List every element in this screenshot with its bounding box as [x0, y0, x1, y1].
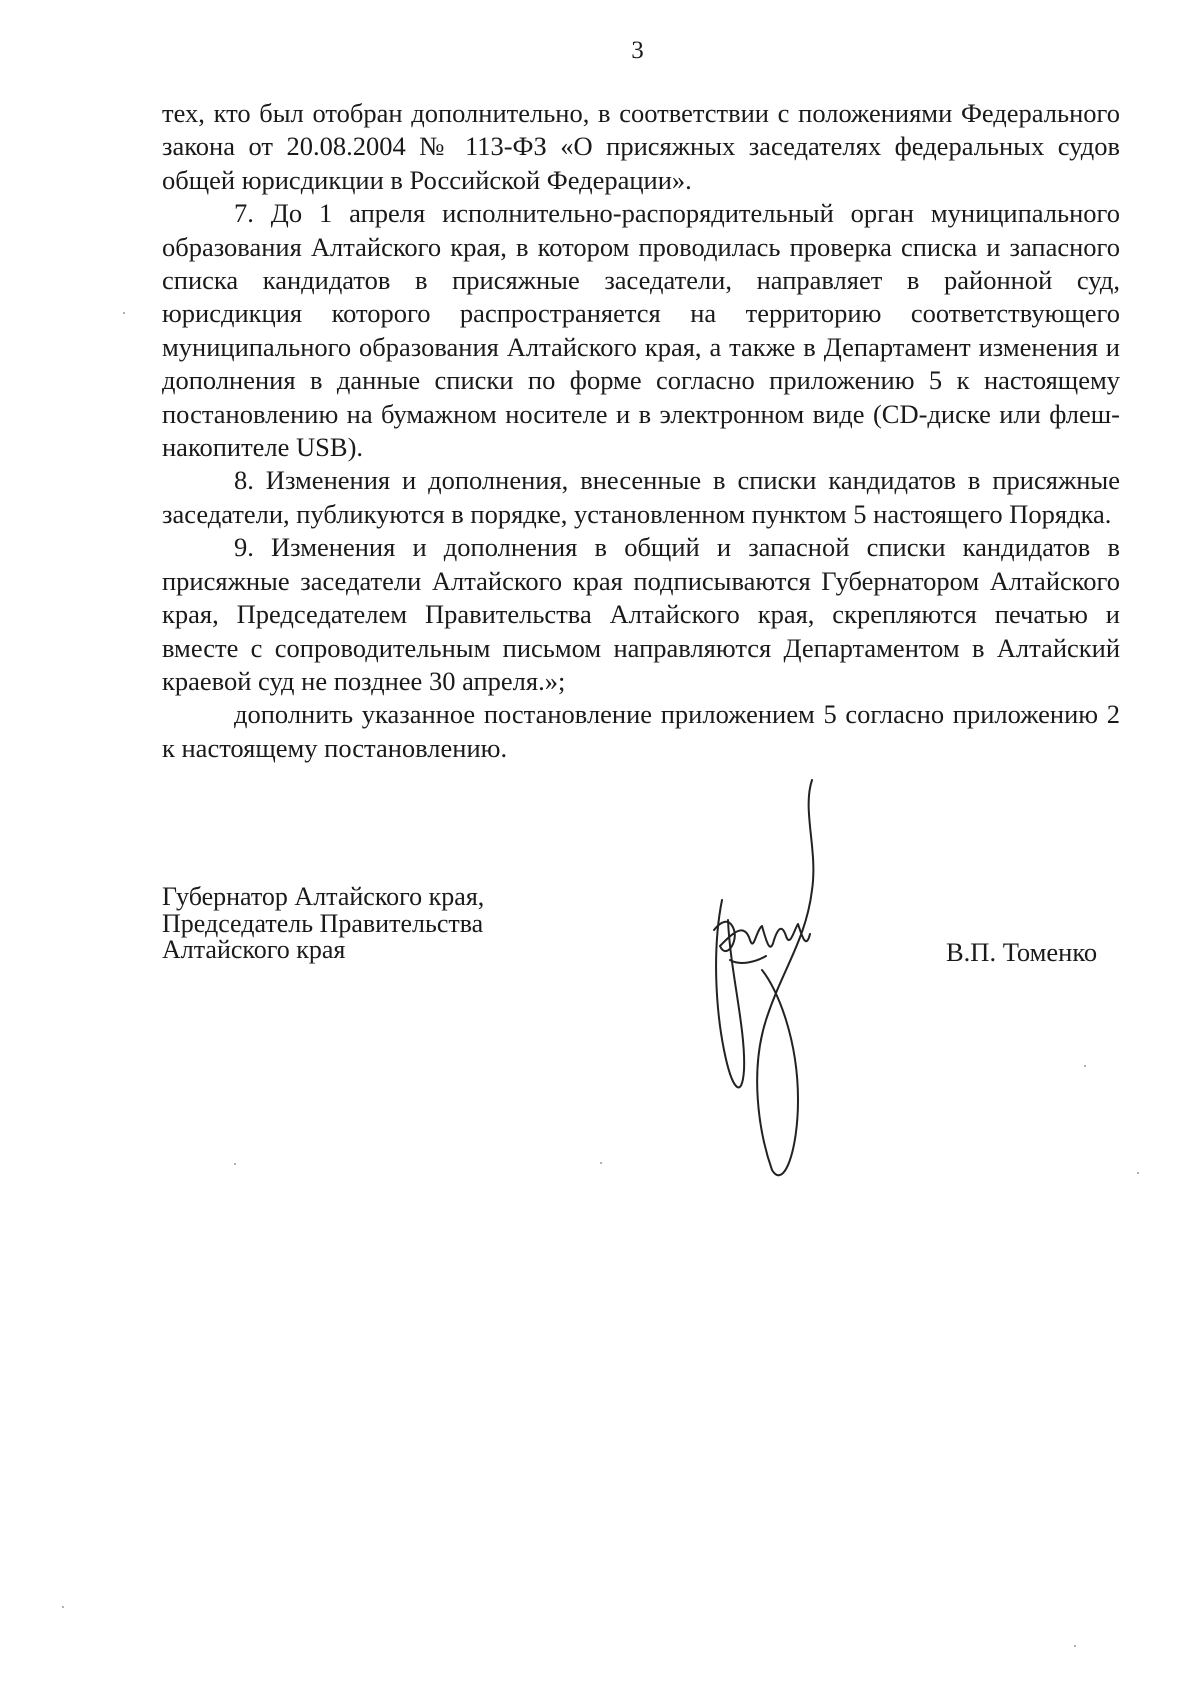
signatory-title-line: Председатель Правительства [162, 908, 484, 938]
paragraph-item-8: 8. Изменения и дополнения, внесенные в списки кандидатов в присяжные заседатели, публикуются в порядке, установленном пунктом 5 настоящего Порядка. [162, 465, 1120, 529]
paragraph-supplement: дополнить указанное постановление приложением 5 согласно приложению 2 к настоящему постановлению. [162, 699, 1120, 763]
scan-speck [600, 1162, 602, 1164]
signatory-title [162, 884, 484, 964]
signer-name: В.П. Томенко [946, 937, 1098, 967]
signatory-title-line: Алтайского края [162, 935, 346, 964]
paragraph-item-7: 7. До 1 апреля исполнительно-распорядительный орган муниципального образования Алтайского края, в котором проводилась проверка списка и запасного списка кандидатов в присяжные заседатели, направляет в районной суд, юрисдикция которого распространяется на территорию соответствующего муниципального образования Алтайского края, а также в Департамент изменения и дополнения в данные списки по форме согласно приложению 5 к настоящему постановлению на бумажном носителе и в электронном виде (CD-диске или флеш-накопителе USB). [162, 198, 1120, 463]
scan-speck [1137, 1172, 1139, 1174]
document-body [162, 97, 1120, 765]
scan-speck [123, 312, 125, 314]
scan-speck [234, 1163, 236, 1165]
scan-speck [62, 1606, 64, 1608]
signatory-title-line: Губернатор Алтайского края, [162, 882, 485, 911]
handwritten-signature [700, 770, 870, 1190]
paragraph-item-9: 9. Изменения и дополнения в общий и запасной списки кандидатов в присяжные заседатели Алтайского края подписываются Губернатором Алтайского края, Председателем Правительства Алтайского края, скрепляются печатью и вместе с сопроводительным письмом направляются Департаментом в Алтайский краевой суд не позднее 30 апреля.»; [162, 532, 1120, 696]
page-number: 3 [631, 37, 644, 64]
scan-speck [1074, 1645, 1076, 1647]
scan-speck [1084, 1065, 1086, 1067]
paragraph-continuation: тех, кто был отобран дополнительно, в соответствии с положениями Федерального закона от 20.08.2004 № 113-ФЗ «О присяжных заседателях федеральных судов общей юрисдикции в Российской Федерации». [162, 98, 1120, 195]
